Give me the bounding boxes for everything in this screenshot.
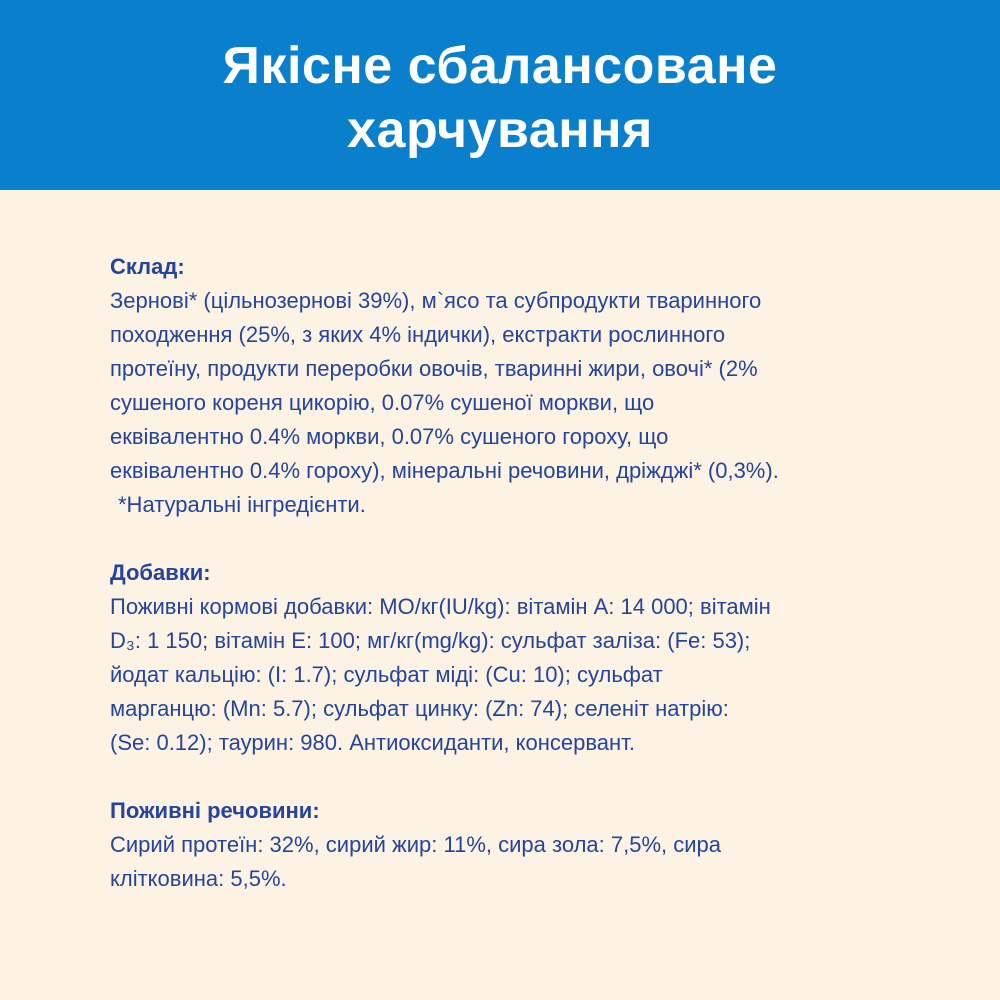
additives-section xyxy=(110,556,910,760)
page-title xyxy=(0,34,1000,162)
header-banner xyxy=(0,0,1000,190)
composition-heading: Склад: xyxy=(110,254,185,279)
composition-text: Зернові* (цільнозернові 39%), м`ясо та субпродукти тваринного походження (25%, з яких 4% індички), екстракти рослинного протеїну, продукти переробки овочів, тваринні жири, овочі* (2% сушеного кореня цикорію, 0.07% сушеної моркви, що еквівалентно 0.4% моркви, 0.07% сушеного гороху, що еквівалентно 0.4% гороху), мінеральні речовини, дріжджі* (0,3%). xyxy=(110,288,779,483)
composition-section xyxy=(110,250,910,522)
page-title-line-2: харчування xyxy=(347,101,653,159)
additives-heading: Добавки: xyxy=(110,560,211,585)
nutrients-text: Сирий протеїн: 32%, сирий жир: 11%, сира зола: 7,5%, сира клітковина: 5,5%. xyxy=(110,832,722,891)
content-area xyxy=(110,250,910,930)
page-title-line-1: Якісне сбалансоване xyxy=(222,37,778,95)
composition-footnote: *Натуральні інгредієнти. xyxy=(118,492,366,517)
nutrients-heading: Поживні речовини: xyxy=(110,798,320,823)
nutrients-section xyxy=(110,794,910,896)
additives-text: Поживні кормові добавки: МО/кг(IU/kg): вітамін А: 14 000; вітамін D₃: 1 150; вітамін Е: 100; мг/кг(mg/kg): сульфат заліза: (Fe: 53); йодат кальцію: (I: 1.7); сульфат міді: (Cu: 10); сульфат марганцю: (Mn: 5.7); сульфат цинку: (Zn: 74); селеніт натрію: (Se: 0.12); таурин: 980. Антиоксиданти, консервант. xyxy=(110,594,771,755)
